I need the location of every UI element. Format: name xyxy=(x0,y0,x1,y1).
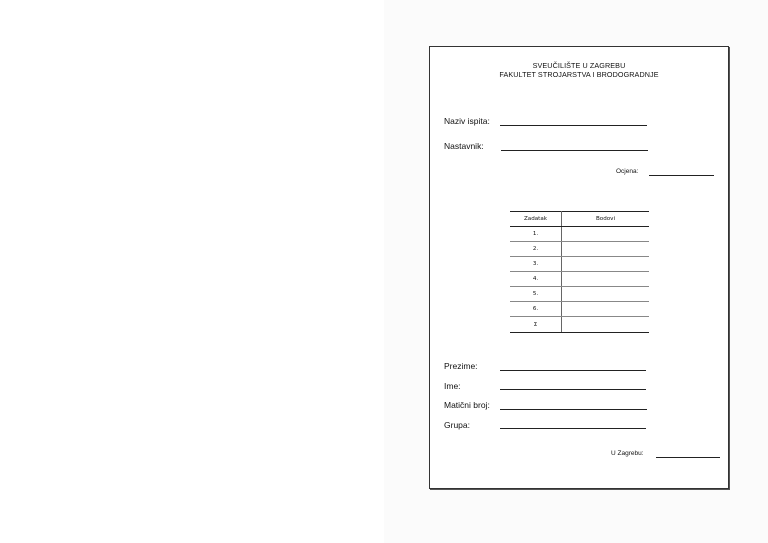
faculty-name: FAKULTET STROJARSTVA I BRODOGRADNJE xyxy=(499,70,659,79)
task-number: 5. xyxy=(510,287,562,302)
score-table-header xyxy=(510,212,649,227)
task-number: 1. xyxy=(510,227,562,242)
score-table xyxy=(510,211,649,333)
exam-cover-sheet xyxy=(429,46,729,489)
table-row xyxy=(510,272,649,287)
grade-label: Ocjena: xyxy=(616,168,639,175)
table-row xyxy=(510,257,649,272)
place-date-label: U Zagrebu: xyxy=(611,450,644,457)
table-row xyxy=(510,242,649,257)
header-task: Zadatak xyxy=(510,212,562,227)
teacher-label: Nastavnik: xyxy=(444,141,484,151)
student-id-line xyxy=(500,409,647,410)
surname-label: Prezime: xyxy=(444,361,478,371)
group-label: Grupa: xyxy=(444,420,470,430)
surname-line xyxy=(500,370,646,371)
points-cell xyxy=(562,227,650,242)
task-number: 2. xyxy=(510,242,562,257)
points-cell xyxy=(562,287,650,302)
sum-points-cell xyxy=(562,317,650,333)
name-label: Ime: xyxy=(444,381,461,391)
table-row xyxy=(510,227,649,242)
place-date-line xyxy=(656,457,720,458)
grade-line xyxy=(649,175,714,176)
student-id-label: Matični broj: xyxy=(444,400,490,410)
university-name: SVEUČILIŠTE U ZAGREBU xyxy=(532,61,626,70)
points-cell xyxy=(562,302,650,317)
table-row xyxy=(510,287,649,302)
points-cell xyxy=(562,242,650,257)
task-number: 3. xyxy=(510,257,562,272)
sum-symbol: Σ xyxy=(510,317,562,333)
task-number: 4. xyxy=(510,272,562,287)
name-line xyxy=(500,389,646,390)
header-points: Bodovi xyxy=(562,212,650,227)
group-line xyxy=(500,428,646,429)
teacher-line xyxy=(501,150,648,151)
points-cell xyxy=(562,272,650,287)
exam-name-label: Naziv ispita: xyxy=(444,116,490,126)
sum-row xyxy=(510,317,649,333)
task-number: 6. xyxy=(510,302,562,317)
exam-name-line xyxy=(500,125,647,126)
table-row xyxy=(510,302,649,317)
points-cell xyxy=(562,257,650,272)
